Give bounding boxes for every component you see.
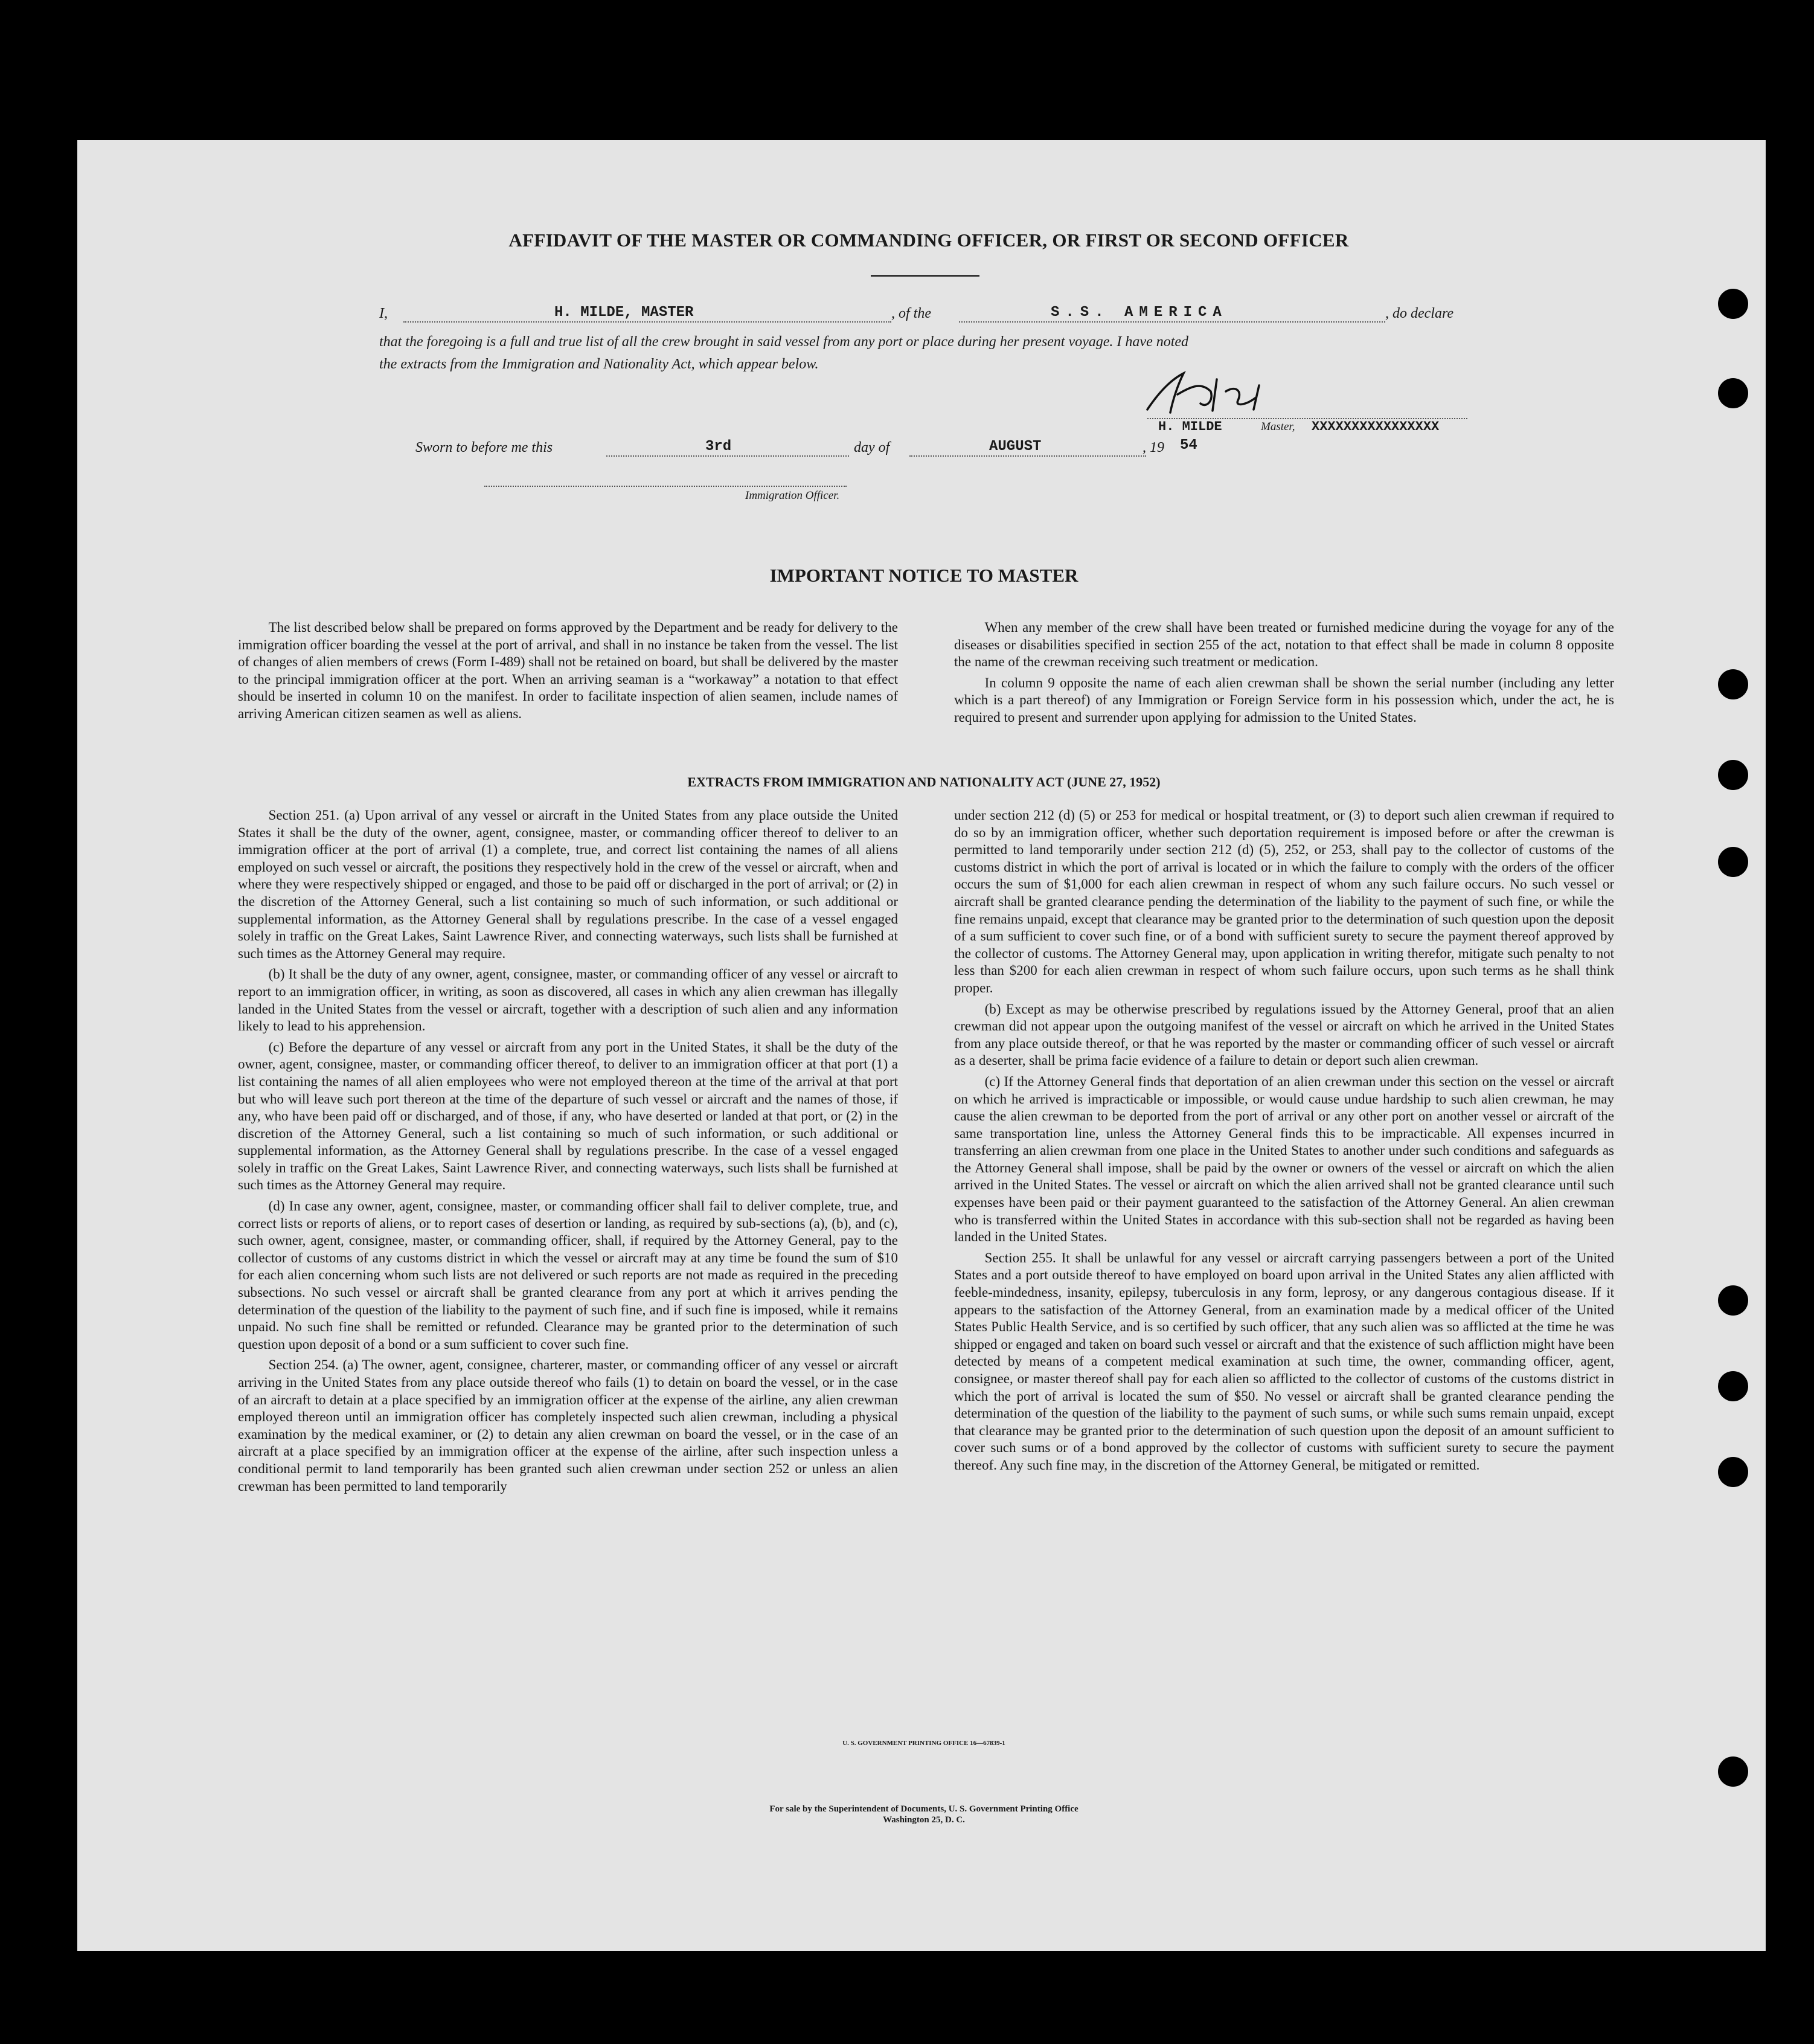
punch-hole xyxy=(1718,669,1748,699)
do-declare-label: , do declare xyxy=(1385,306,1454,321)
title-underline xyxy=(871,275,979,277)
notice-right-paragraph-1: When any member of the crew shall have been treated or furnished medicine during the voyage for any of the diseases or disabilities specified in section 255 of the act, notation to that effect shall be made in column 8 opposite the name of the crewman receiving such treatment or medication. xyxy=(954,620,1614,670)
section-251-b: (b) It shall be the duty of any owner, agent, consignee, master, or commanding officer of any vessel or aircraft to report to an immigration officer, in writing, as soon as discovered, all cases in which any alien crewman has illegally landed in the United States from the vessel or aircraft, together with a description of such alien and any information likely to lead to his apprehension. xyxy=(238,966,898,1034)
extracts-title: EXTRACTS FROM IMMIGRATION AND NATIONALITY ACT (JUNE 27, 1952) xyxy=(687,774,1161,789)
notice-left-column xyxy=(238,619,898,727)
year-suffix: 54 xyxy=(1180,437,1197,454)
of-the-label: , of the xyxy=(891,306,931,321)
printing-office-line: U. S. GOVERNMENT PRINTING OFFICE 16—67839-1 xyxy=(842,1740,1005,1747)
punch-hole xyxy=(1718,378,1748,408)
officer-label: Immigration Officer. xyxy=(745,489,840,502)
section-254-a-continued: under section 212 (d) (5) or 253 for medical or hospital treatment, or (3) to deport such alien crewman if required to do so by an immigration officer, whether such deportation requirement is imposed before or after the crewman is permitted to land temporarily under section 212 (d) (5), 252, or 253, shall pay to the collector of customs of the customs district in which the port of arrival is located or in which the failure to comply with the orders of the officer occurs the sum of $1,000 for each alien crewman in respect of whom any such failure occurs. No such vessel or aircraft shall be granted clearance pending the determination of the liability to the payment of such fine, or while the fine remains unpaid, except that clearance may be granted prior to the determination of such question upon the deposit of a sum sufficient to cover such fine, or of a bond with sufficient surety to secure the payment thereof approved by the collector of customs. The Attorney General may, upon application in writing therefor, mitigate such penalty to not less than $200 for each alien crewman in respect of whom such failure occurs, upon such terms as he shall think proper. xyxy=(954,808,1614,995)
sworn-month: AUGUST xyxy=(989,439,1042,455)
i-label: I, xyxy=(379,306,388,321)
vessel-name: S.S. AMERICA xyxy=(1051,304,1228,321)
notice-right-paragraph-2: In column 9 opposite the name of each alien crewman shall be shown the serial number (including any letter which is a part thereof) of any Immigration or Foreign Service form in his possession which, under the act, he is required to present and surrender upon applying for admission to the United States. xyxy=(954,675,1614,725)
punch-hole xyxy=(1718,847,1748,877)
notice-left-paragraph: The list described below shall be prepared on forms approved by the Department and be ready for delivery to the immigration officer boarding the vessel at the port of arrival, and shall in no instance be taken from the vessel. The list of changes of alien members of crews (Form I-489) shall not be retained on board, but shall be delivered by the master to the principal immigration officer at the port. When an arriving seaman is a “workaway” a notation to that effect should be inserted in column 10 on the manifest. In order to facilitate inspection of alien seamen, include names of arriving American citizen seamen as well as aliens. xyxy=(238,620,898,721)
month-dotline xyxy=(909,455,1146,457)
statement-line-1: that the foregoing is a full and true list of all the crew brought in said vessel from any port or place during her present voyage. I have noted xyxy=(379,334,1189,350)
punch-hole xyxy=(1718,760,1748,790)
section-254-a: Section 254. (a) The owner, agent, consignee, charterer, master, or commanding officer of any vessel or aircraft arriving in the United States from any place outside thereof who fails (1) to detain on board the vessel, or in the case of an aircraft to detain at a place specified by an immigration officer at the expense of the airline, any alien crewman employed thereon until an immigration officer has completely inspected such alien crewman, including a physical examination by the medical examiner, or (2) to detain any alien crewman on board the vessel, or in the case of an aircraft at a place specified by an immigration officer at the expense of the airline, after such inspection unless a conditional permit to land temporarily has been granted such alien crewman under section 252 or unless an alien crewman has been permitted to land temporarily xyxy=(238,1357,898,1494)
section-254-b: (b) Except as may be otherwise prescribed by regulations issued by the Attorney General, proof that an alien crewman did not appear upon the outgoing manifest of the vessel or aircraft on which he arrived in the United States from any place outside thereof, or that he was reported by the master or commanding officer of such vessel or aircraft as a deserter, shall be prima facie evidence of a failure to detain or deport such alien crewman. xyxy=(954,1001,1614,1069)
section-251-d: (d) In case any owner, agent, consignee, master, or commanding officer shall fail to deliver complete, true, and correct lists or reports of aliens, or to report cases of desertion or landing, as required by sub-sections (a), (b), and (c), such owner, agent, consignee, master, or commanding officer, shall, if required by the Attorney General, pay to the collector of customs of any customs district in which the vessel or aircraft may at any time be found the sum of $10 for each alien concerning whom such lists are not delivered or such reports are not made as required in the preceding subsections. No such vessel or aircraft shall be granted clearance from any port at which it arrives pending the determination of the question of the liability to the payment of such fine, and if such fine is imposed, while it remains unpaid. No such fine shall be remitted or refunded. Clearance may be granted prior to the determination of such question upon deposit of a bond or a sum sufficient to cover such fine. xyxy=(238,1198,898,1352)
day-of-label: day of xyxy=(854,440,890,455)
signature-name: H. MILDE xyxy=(1158,419,1222,434)
name-dotline xyxy=(403,321,891,323)
sworn-label: Sworn to before me this xyxy=(415,440,553,455)
master-label: Master, xyxy=(1261,420,1295,433)
punch-hole xyxy=(1718,1371,1748,1401)
sale-line-2: Washington 25, D. C. xyxy=(883,1815,965,1825)
day-dotline xyxy=(606,455,849,457)
affidavit-title: AFFIDAVIT OF THE MASTER OR COMMANDING OFFICER, OR FIRST OR SECOND OFFICER xyxy=(508,230,1349,251)
officer-dotline xyxy=(484,486,847,487)
sale-notice xyxy=(634,1804,1214,1825)
punch-hole xyxy=(1718,1285,1748,1316)
statement-line-2: the extracts from the Immigration and Nationality Act, which appear below. xyxy=(379,356,819,372)
extracts-left-column xyxy=(238,807,898,1499)
section-251-a: Section 251. (a) Upon arrival of any vessel or aircraft in the United States from any place outside the United States it shall be the duty of the owner, agent, consignee, master, or commanding officer thereof to deliver to an immigration officer at the port of arrival (1) a complete, true, and correct list containing the names of all aliens employed on such vessel or aircraft, the positions they respectively hold in the crew of the vessel or aircraft, when and where they were respectively shipped or engaged, and those to be paid off or discharged in the port of arrival; or (2) in the discretion of the Attorney General, such a list containing so much of such information, or such additional or supplemental information, as the Attorney General shall by regulations prescribe. In the case of a vessel engaged solely in traffic on the Great Lakes, Saint Lawrence River, and connecting waterways, such lists shall be furnished at such times as the Attorney General may require. xyxy=(238,808,898,961)
struck-title: XXXXXXXXXXXXXXXX xyxy=(1312,419,1440,434)
section-251-c: (c) Before the departure of any vessel or aircraft from any port in the United States, it shall be the duty of the owner, agent, consignee, master, or commanding officer thereof, to deliver to an immigration officer at that port (1) a list containing the names of all alien employees who were not employed thereon at the time of the arrival at that port but who will leave such port thereon at the time of the departure of such vessel or aircraft and the names of those, if any, who have been paid off or discharged, and of those, if any, who have deserted or landed at that port, or (2) in the discretion of the Attorney General, such a list containing so much of such information, or such additional or supplemental information, as the Attorney General shall by regulations prescribe. In the case of a vessel engaged solely in traffic on the Great Lakes, Saint Lawrence River, and connecting waterways, such lists shall be furnished at such times as the Attorney General may require. xyxy=(238,1039,898,1193)
punch-hole xyxy=(1718,1457,1748,1487)
sworn-day: 3rd xyxy=(705,439,732,455)
vessel-dotline xyxy=(959,321,1385,323)
year-prefix: , 19 xyxy=(1143,440,1164,455)
notice-title: IMPORTANT NOTICE TO MASTER xyxy=(769,565,1078,586)
punch-hole xyxy=(1718,1756,1748,1787)
master-name: H. MILDE, MASTER xyxy=(554,304,694,321)
notice-right-column xyxy=(954,619,1614,730)
punch-hole xyxy=(1718,289,1748,319)
section-255: Section 255. It shall be unlawful for any vessel or aircraft carrying passengers between a port of the United States and a port outside thereof to have employed on board upon arrival in the United States any alien afflicted with feeble-mindedness, insanity, epilepsy, tuberculosis in any form, leprosy, or any dangerous contagious disease. If it appears to the satisfaction of the Attorney General, from an examination made by a medical officer of the United States Public Health Service, and is so certified by such officer, that any such alien was so afflicted at the time he was shipped or engaged and taken on board such vessel or aircraft and that the existence of such affliction might have been detected by means of a competent medical examination at such time, the owner, commanding officer, agent, consignee, or master thereof shall pay for each alien so afflicted to the collector of customs of the customs district in which the port of arrival is located the sum of $50. No vessel or aircraft shall be granted clearance pending the determination of the question of the liability to the payment of such sums, or while such sums remain unpaid, except that clearance may be granted prior to the determination of such question upon the deposit of an amount sufficient to cover such sums or of a bond approved by the collector of customs with sufficient surety to secure the payment thereof. Any such fine may, in the discretion of the Attorney General, be mitigated or remitted. xyxy=(954,1250,1614,1473)
master-signature xyxy=(1135,367,1280,422)
section-254-c: (c) If the Attorney General finds that deportation of an alien crewman under this section on the vessel or aircraft on which he arrived is impracticable or impossible, or would cause undue hardship to such alien crewman, he may cause the alien crewman to be deported from the port of arrival or any other port on another vessel or aircraft of the same transportation line, unless the Attorney General finds this to be impracticable. All expenses incurred in transferring an alien crewman from one place in the United States to another under such conditions and safeguards as the Attorney General shall impose, shall be paid by the owner or owners of the vessel or aircraft on which the alien arrived in the United States. The vessel or aircraft on which the alien arrived shall not be granted clearance until such expenses have been paid or their payment guaranteed to the satisfaction of the Attorney General. An alien crewman who is transferred within the United States in accordance with this sub-section shall not be regarded as having been landed in the United States. xyxy=(954,1073,1614,1245)
sale-line-1: For sale by the Superintendent of Documents, U. S. Government Printing Office xyxy=(769,1804,1078,1814)
extracts-right-column xyxy=(954,807,1614,1478)
